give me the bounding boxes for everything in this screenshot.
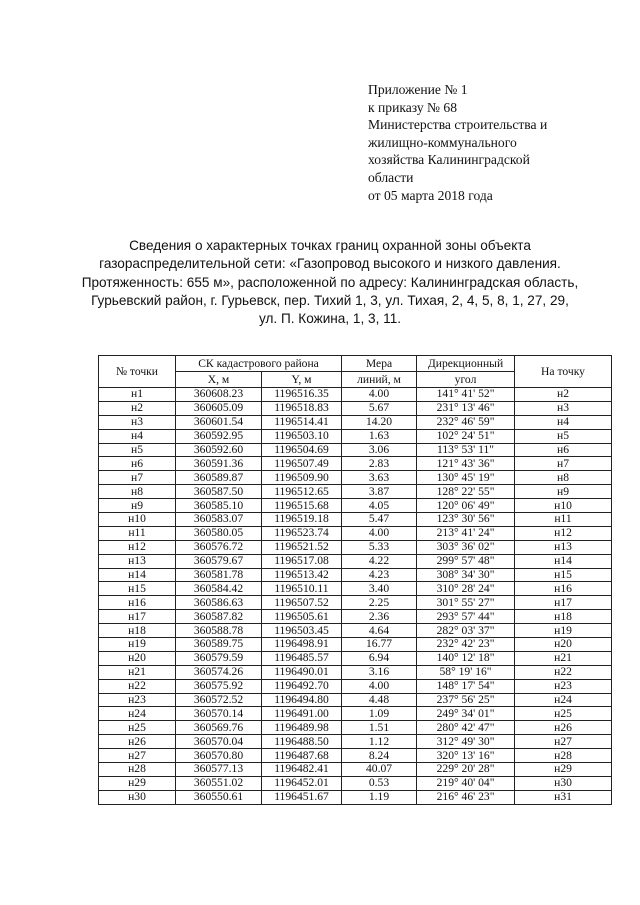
table-row bbox=[99, 554, 612, 568]
cell-y: 1196505.61 bbox=[262, 610, 342, 624]
cell-x: 360581.78 bbox=[176, 568, 262, 582]
heading-line: Сведения о характерных точках границ охранной зоны объекта bbox=[129, 238, 531, 253]
cell-to-point: н27 bbox=[515, 735, 612, 749]
cell-to-point: н16 bbox=[515, 582, 612, 596]
cell-measure: 3.63 bbox=[342, 471, 417, 485]
cell-to-point: н25 bbox=[515, 707, 612, 721]
cell-x: 360577.13 bbox=[176, 763, 262, 777]
table-row bbox=[99, 526, 612, 540]
cell-point: н15 bbox=[99, 582, 176, 596]
cell-to-point: н18 bbox=[515, 610, 612, 624]
cell-y: 1196490.01 bbox=[262, 665, 342, 679]
table-row bbox=[99, 790, 612, 804]
header-sk: СК кадастрового района bbox=[176, 356, 342, 372]
cell-measure: 5.47 bbox=[342, 513, 417, 527]
cell-measure: 4.00 bbox=[342, 679, 417, 693]
cell-point: н7 bbox=[99, 471, 176, 485]
table-row bbox=[99, 665, 612, 679]
cell-point: н22 bbox=[99, 679, 176, 693]
table-row bbox=[99, 707, 612, 721]
cell-direction: 293° 57' 44" bbox=[417, 610, 515, 624]
cell-direction: 121° 43' 36" bbox=[417, 457, 515, 471]
cell-measure: 40.07 bbox=[342, 763, 417, 777]
cell-to-point: н5 bbox=[515, 429, 612, 443]
cell-measure: 2.25 bbox=[342, 596, 417, 610]
cell-y: 1196521.52 bbox=[262, 540, 342, 554]
cell-point: н27 bbox=[99, 749, 176, 763]
cell-x: 360569.76 bbox=[176, 721, 262, 735]
cell-measure: 4.05 bbox=[342, 499, 417, 513]
cell-measure: 4.64 bbox=[342, 624, 417, 638]
cell-direction: 229° 20' 28" bbox=[417, 763, 515, 777]
cell-y: 1196485.57 bbox=[262, 651, 342, 665]
cell-measure: 1.12 bbox=[342, 735, 417, 749]
header-point: № точки bbox=[99, 356, 176, 388]
cell-direction: 282° 03' 37" bbox=[417, 624, 515, 638]
cell-y: 1196503.45 bbox=[262, 624, 342, 638]
cell-direction: 58° 19' 16" bbox=[417, 665, 515, 679]
cell-to-point: н2 bbox=[515, 388, 612, 402]
cell-direction: 320° 13' 16" bbox=[417, 749, 515, 763]
appendix-line: хозяйства Калининградской bbox=[368, 152, 530, 168]
cell-direction: 213° 41' 24" bbox=[417, 526, 515, 540]
cell-x: 360580.05 bbox=[176, 526, 262, 540]
cell-direction: 102° 24' 51" bbox=[417, 429, 515, 443]
cell-x: 360601.54 bbox=[176, 415, 262, 429]
appendix-line: жилищно-коммунального bbox=[368, 134, 517, 150]
cell-to-point: н19 bbox=[515, 624, 612, 638]
cell-x: 360579.67 bbox=[176, 554, 262, 568]
cell-measure: 3.06 bbox=[342, 443, 417, 457]
cell-y: 1196451.67 bbox=[262, 790, 342, 804]
appendix-block bbox=[368, 81, 628, 204]
cell-point: н23 bbox=[99, 693, 176, 707]
cell-point: н1 bbox=[99, 388, 176, 402]
appendix-line: Приложение № 1 bbox=[368, 82, 468, 97]
table-row bbox=[99, 471, 612, 485]
cell-y: 1196482.41 bbox=[262, 763, 342, 777]
table-body bbox=[99, 388, 612, 805]
cell-direction: 216° 46' 23" bbox=[417, 790, 515, 804]
cell-y: 1196452.01 bbox=[262, 776, 342, 790]
cell-point: н16 bbox=[99, 596, 176, 610]
table-row bbox=[99, 763, 612, 777]
cell-to-point: н29 bbox=[515, 763, 612, 777]
cell-point: н2 bbox=[99, 401, 176, 415]
cell-y: 1196507.49 bbox=[262, 457, 342, 471]
cell-to-point: н20 bbox=[515, 638, 612, 652]
cell-point: н20 bbox=[99, 651, 176, 665]
cell-y: 1196487.68 bbox=[262, 749, 342, 763]
table-row bbox=[99, 582, 612, 596]
cell-direction: 299° 57' 48" bbox=[417, 554, 515, 568]
header-measure-1: Мера bbox=[342, 356, 417, 372]
table-row bbox=[99, 401, 612, 415]
table-row bbox=[99, 679, 612, 693]
cell-measure: 1.51 bbox=[342, 721, 417, 735]
cell-measure: 3.40 bbox=[342, 582, 417, 596]
cell-measure: 6.94 bbox=[342, 651, 417, 665]
cell-y: 1196507.52 bbox=[262, 596, 342, 610]
cell-measure: 2.36 bbox=[342, 610, 417, 624]
cell-to-point: н10 bbox=[515, 499, 612, 513]
cell-y: 1196518.83 bbox=[262, 401, 342, 415]
heading-line: Гурьевский район, г. Гурьевск, пер. Тихий 1, 3, ул. Тихая, 2, 4, 5, 8, 1, 27, 29, bbox=[91, 292, 569, 308]
cell-direction: 232° 46' 59" bbox=[417, 415, 515, 429]
cell-x: 360605.09 bbox=[176, 401, 262, 415]
cell-point: н14 bbox=[99, 568, 176, 582]
cell-to-point: н9 bbox=[515, 485, 612, 499]
cell-y: 1196504.69 bbox=[262, 443, 342, 457]
table-row bbox=[99, 540, 612, 554]
cell-direction: 128° 22' 55" bbox=[417, 485, 515, 499]
table-row bbox=[99, 457, 612, 471]
cell-y: 1196513.42 bbox=[262, 568, 342, 582]
cell-y: 1196523.74 bbox=[262, 526, 342, 540]
cell-direction: 140° 12' 18" bbox=[417, 651, 515, 665]
cell-x: 360550.61 bbox=[176, 790, 262, 804]
cell-measure: 4.00 bbox=[342, 388, 417, 402]
cell-x: 360592.60 bbox=[176, 443, 262, 457]
table-row bbox=[99, 693, 612, 707]
cell-measure: 5.33 bbox=[342, 540, 417, 554]
cell-to-point: н23 bbox=[515, 679, 612, 693]
table-row bbox=[99, 749, 612, 763]
header-x: X, м bbox=[176, 372, 262, 388]
cell-point: н19 bbox=[99, 638, 176, 652]
cell-direction: 113° 53' 11" bbox=[417, 443, 515, 457]
cell-y: 1196516.35 bbox=[262, 388, 342, 402]
cell-direction: 249° 34' 01" bbox=[417, 707, 515, 721]
cell-to-point: н15 bbox=[515, 568, 612, 582]
cell-x: 360587.82 bbox=[176, 610, 262, 624]
cell-measure: 1.09 bbox=[342, 707, 417, 721]
header-y: Y, м bbox=[262, 372, 342, 388]
table-row bbox=[99, 415, 612, 429]
cell-direction: 120° 06' 49" bbox=[417, 499, 515, 513]
table-row bbox=[99, 485, 612, 499]
cell-y: 1196509.90 bbox=[262, 471, 342, 485]
cell-y: 1196517.08 bbox=[262, 554, 342, 568]
cell-y: 1196510.11 bbox=[262, 582, 342, 596]
cell-x: 360586.63 bbox=[176, 596, 262, 610]
cell-point: н9 bbox=[99, 499, 176, 513]
cell-y: 1196519.18 bbox=[262, 513, 342, 527]
cell-direction: 280° 42' 47" bbox=[417, 721, 515, 735]
cell-x: 360572.52 bbox=[176, 693, 262, 707]
heading-line: газораспределительной сети: «Газопровод высокого и низкого давления. bbox=[99, 256, 561, 272]
cell-direction: 148° 17' 54" bbox=[417, 679, 515, 693]
cell-y: 1196491.00 bbox=[262, 707, 342, 721]
cell-measure: 4.00 bbox=[342, 526, 417, 540]
table-row bbox=[99, 513, 612, 527]
appendix-line: области bbox=[368, 169, 414, 185]
table-row bbox=[99, 596, 612, 610]
cell-to-point: н4 bbox=[515, 415, 612, 429]
appendix-line: от 05 марта 2018 года bbox=[368, 187, 493, 203]
cell-to-point: н24 bbox=[515, 693, 612, 707]
header-direction-1: Дирекционный bbox=[417, 356, 515, 372]
table-row bbox=[99, 776, 612, 790]
cell-measure: 4.22 bbox=[342, 554, 417, 568]
cell-to-point: н30 bbox=[515, 776, 612, 790]
cell-direction: 232° 42' 23" bbox=[417, 638, 515, 652]
table-row bbox=[99, 610, 612, 624]
cell-point: н17 bbox=[99, 610, 176, 624]
cell-to-point: н6 bbox=[515, 443, 612, 457]
cell-x: 360608.23 bbox=[176, 388, 262, 402]
cell-measure: 5.67 bbox=[342, 401, 417, 415]
table-row bbox=[99, 735, 612, 749]
cell-measure: 4.23 bbox=[342, 568, 417, 582]
cell-measure: 4.48 bbox=[342, 693, 417, 707]
cell-point: н25 bbox=[99, 721, 176, 735]
cell-measure: 16.77 bbox=[342, 638, 417, 652]
table-header bbox=[99, 356, 612, 388]
cell-y: 1196512.65 bbox=[262, 485, 342, 499]
cell-x: 360570.04 bbox=[176, 735, 262, 749]
cell-direction: 130° 45' 19" bbox=[417, 471, 515, 485]
cell-direction: 231° 13' 46" bbox=[417, 401, 515, 415]
cell-x: 360587.50 bbox=[176, 485, 262, 499]
cell-to-point: н28 bbox=[515, 749, 612, 763]
cell-measure: 1.63 bbox=[342, 429, 417, 443]
cell-y: 1196514.41 bbox=[262, 415, 342, 429]
table-row bbox=[99, 429, 612, 443]
cell-x: 360592.95 bbox=[176, 429, 262, 443]
cell-direction: 237° 56' 25" bbox=[417, 693, 515, 707]
cell-to-point: н22 bbox=[515, 665, 612, 679]
heading-line: Протяженность: 655 м», расположенной по адресу: Калининградская область, bbox=[81, 274, 579, 290]
cell-to-point: н7 bbox=[515, 457, 612, 471]
table-row bbox=[99, 638, 612, 652]
heading-line: ул. П. Кожина, 1, 3, 11. bbox=[258, 311, 402, 327]
cell-x: 360588.78 bbox=[176, 624, 262, 638]
cell-to-point: н13 bbox=[515, 540, 612, 554]
cell-measure: 0.53 bbox=[342, 776, 417, 790]
cell-point: н21 bbox=[99, 665, 176, 679]
cell-point: н12 bbox=[99, 540, 176, 554]
cell-direction: 219° 40' 04" bbox=[417, 776, 515, 790]
cell-point: н30 bbox=[99, 790, 176, 804]
cell-to-point: н31 bbox=[515, 790, 612, 804]
cell-point: н10 bbox=[99, 513, 176, 527]
cell-direction: 123° 30' 56" bbox=[417, 513, 515, 527]
cell-point: н24 bbox=[99, 707, 176, 721]
cell-point: н3 bbox=[99, 415, 176, 429]
cell-measure: 2.83 bbox=[342, 457, 417, 471]
cell-to-point: н12 bbox=[515, 526, 612, 540]
document-heading bbox=[70, 237, 590, 328]
cell-to-point: н8 bbox=[515, 471, 612, 485]
cell-to-point: н17 bbox=[515, 596, 612, 610]
cell-direction: 303° 36' 02" bbox=[417, 540, 515, 554]
cell-point: н18 bbox=[99, 624, 176, 638]
cell-to-point: н21 bbox=[515, 651, 612, 665]
cell-x: 360584.42 bbox=[176, 582, 262, 596]
cell-measure: 14.20 bbox=[342, 415, 417, 429]
cell-point: н6 bbox=[99, 457, 176, 471]
appendix-line: Министерства строительства и bbox=[368, 117, 548, 133]
cell-point: н28 bbox=[99, 763, 176, 777]
table-row bbox=[99, 721, 612, 735]
table-row bbox=[99, 443, 612, 457]
cell-x: 360589.75 bbox=[176, 638, 262, 652]
cell-y: 1196492.70 bbox=[262, 679, 342, 693]
cell-y: 1196515.68 bbox=[262, 499, 342, 513]
cell-x: 360585.10 bbox=[176, 499, 262, 513]
cell-y: 1196488.50 bbox=[262, 735, 342, 749]
table-row bbox=[99, 624, 612, 638]
cell-direction: 312° 49' 30" bbox=[417, 735, 515, 749]
cell-measure: 3.87 bbox=[342, 485, 417, 499]
cell-x: 360575.92 bbox=[176, 679, 262, 693]
header-to-point: На точку bbox=[515, 356, 612, 388]
cell-direction: 308° 34' 30" bbox=[417, 568, 515, 582]
cell-x: 360576.72 bbox=[176, 540, 262, 554]
cell-measure: 1.19 bbox=[342, 790, 417, 804]
cell-measure: 8.24 bbox=[342, 749, 417, 763]
cell-direction: 141° 41' 52" bbox=[417, 388, 515, 402]
cell-x: 360551.02 bbox=[176, 776, 262, 790]
cell-direction: 301° 55' 27" bbox=[417, 596, 515, 610]
cell-point: н26 bbox=[99, 735, 176, 749]
cell-x: 360589.87 bbox=[176, 471, 262, 485]
cell-x: 360570.14 bbox=[176, 707, 262, 721]
cell-x: 360591.36 bbox=[176, 457, 262, 471]
cell-point: н11 bbox=[99, 526, 176, 540]
boundary-points-table bbox=[98, 355, 612, 805]
header-measure-2: линий, м bbox=[342, 372, 417, 388]
cell-x: 360579.59 bbox=[176, 651, 262, 665]
cell-to-point: н26 bbox=[515, 721, 612, 735]
cell-y: 1196503.10 bbox=[262, 429, 342, 443]
cell-measure: 3.16 bbox=[342, 665, 417, 679]
table-row bbox=[99, 499, 612, 513]
table-row bbox=[99, 651, 612, 665]
cell-direction: 310° 28' 24" bbox=[417, 582, 515, 596]
appendix-line: к приказу № 68 bbox=[368, 99, 458, 115]
cell-x: 360583.07 bbox=[176, 513, 262, 527]
cell-point: н13 bbox=[99, 554, 176, 568]
header-direction-2: угол bbox=[417, 372, 515, 388]
table-row bbox=[99, 568, 612, 582]
cell-x: 360574.26 bbox=[176, 665, 262, 679]
cell-point: н4 bbox=[99, 429, 176, 443]
table-row bbox=[99, 388, 612, 402]
cell-point: н8 bbox=[99, 485, 176, 499]
cell-to-point: н11 bbox=[515, 513, 612, 527]
cell-point: н29 bbox=[99, 776, 176, 790]
cell-point: н5 bbox=[99, 443, 176, 457]
cell-to-point: н14 bbox=[515, 554, 612, 568]
cell-x: 360570.80 bbox=[176, 749, 262, 763]
cell-y: 1196498.91 bbox=[262, 638, 342, 652]
cell-y: 1196489.98 bbox=[262, 721, 342, 735]
cell-y: 1196494.80 bbox=[262, 693, 342, 707]
cell-to-point: н3 bbox=[515, 401, 612, 415]
